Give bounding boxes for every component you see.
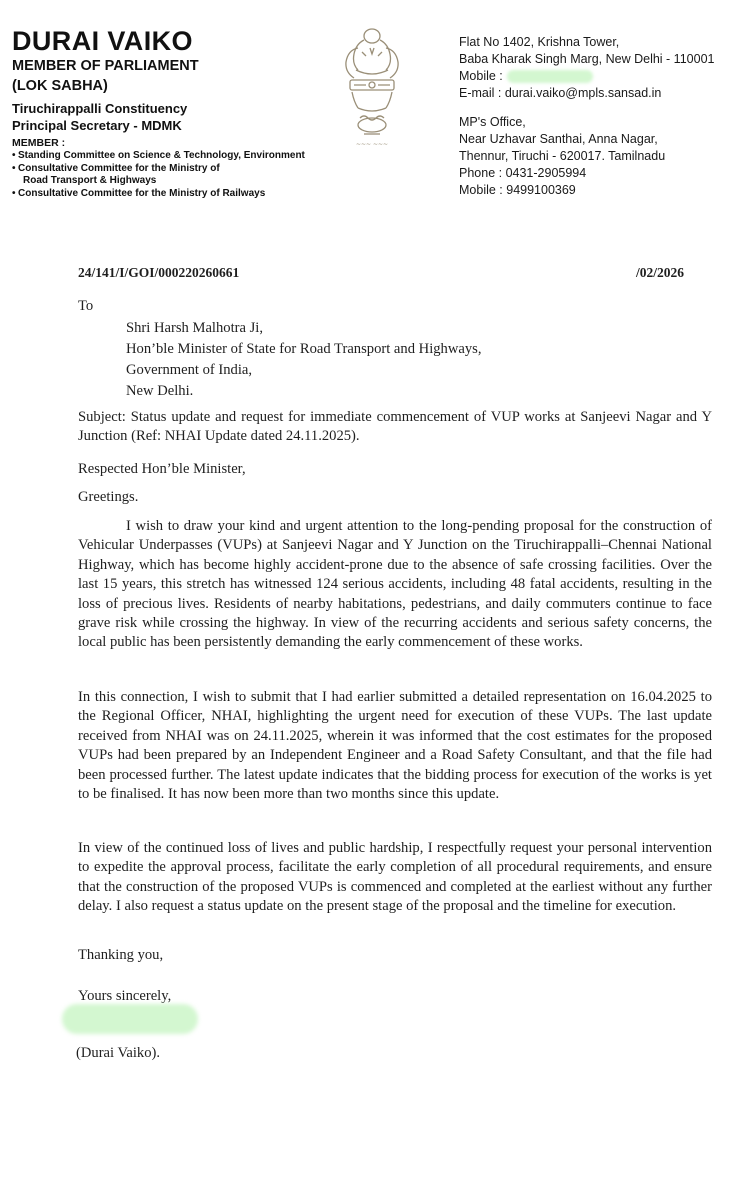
email: E-mail : durai.vaiko@mpls.sansad.in (459, 86, 662, 100)
delhi-address-line2: Baba Kharak Singh Marg, New Delhi - 110001 (459, 52, 715, 66)
mp-office-line2: Thennur, Tiruchi - 620017. Tamilnadu (459, 149, 666, 163)
member-label: MEMBER : (12, 137, 66, 149)
body-paragraph: In this connection, I wish to submit that I had earlier submitted a detailed representation on 16.04.2025 to the Regional Officer, NHAI, highlighting the urgent need for execution of these VUPs. The last update received from NHAI was on 24.11.2025, wherein it was informed that the cost estimates for the proposed VUPs had been prepared by an Independent Engineer and a Road Safety Consultant, and that the file had been processed further. The latest update indicates that the bidding process for execution of the works is yet to be finalised. It has now been more than two months since this update. (78, 689, 712, 803)
recipient-line: New Delhi. (126, 383, 194, 399)
body-paragraph: In view of the continued loss of lives and public hardship, I respectfully request your personal intervention to expedite the approval process, facilitate the early completion of all procedural requirements, and ensure that the construction of the proposed VUPs is commenced and completed at the earliest without any further delay. I also request a status update on the present stage of the proposal and the timeline for execution. (78, 840, 712, 915)
closing-line: Yours sincerely, (78, 988, 172, 1004)
membership-item: • Consultative Committee for the Ministry of (12, 163, 332, 176)
mp-house: (LOK SABHA) (12, 78, 108, 94)
membership-item: • Consultative Committee for the Ministry of Railways (12, 188, 332, 201)
recipient-line: Government of India, (126, 362, 253, 378)
national-emblem-icon (334, 22, 410, 150)
mp-office-heading: MP's Office, (459, 115, 526, 129)
letter-date: /02/2026 (636, 265, 685, 280)
membership-item-continued: Road Transport & Highways (23, 175, 157, 186)
redacted-mobile (507, 70, 593, 83)
letterhead-left (12, 26, 332, 200)
body-paragraph: I wish to draw your kind and urgent attention to the long-pending proposal for the construction of Vehicular Underpasses (VUPs) at Sanjeevi Nagar and Y Junction on the Tiruchirappalli–Chennai National Highway, which has become highly accident-prone due to the absence of safe crossing facilities. Over the last 15 years, this stretch has witnessed 124 serious accidents, including 48 fatal accidents, resulting in the loss of precious lives. Residents of nearby habitations, pedestrians, and daily commuters continue to face grave risk while crossing the highway. In view of the recurring accidents and serious safety concerns, the local public has been persistently demanding the early commencement of these works. (78, 518, 712, 651)
delhi-address-line1: Flat No 1402, Krishna Tower, (459, 35, 620, 49)
constituency: Tiruchirappalli Constituency (12, 101, 188, 116)
delhi-mobile (459, 68, 749, 85)
mobile-label: Mobile : (459, 69, 503, 83)
recipient-line: Hon’ble Minister of State for Road Transport and Highways, (126, 341, 482, 357)
mp-title: MEMBER OF PARLIAMENT (12, 58, 199, 74)
party-position: Principal Secretary - MDMK (12, 118, 182, 133)
to-label: To (78, 298, 94, 314)
redacted-signature (62, 1004, 198, 1034)
recipient-line: Shri Harsh Malhotra Ji, (126, 320, 264, 336)
signatory-name: (Durai Vaiko). (76, 1045, 161, 1061)
mp-name: DURAI VAIKO (12, 26, 193, 56)
mp-office-mobile: Mobile : 9499100369 (459, 183, 576, 197)
recipient-address (126, 318, 481, 402)
membership-item: • Standing Committee on Science & Technology, Environment (12, 150, 332, 163)
thanks-line: Thanking you, (78, 947, 164, 963)
mp-office-phone: Phone : 0431-2905994 (459, 166, 587, 180)
letterhead-right (459, 34, 749, 199)
subject: Subject: Status update and request for immediate commencement of VUP works at Sanjeevi Nagar and Y Junction (Ref: NHAI Update dated 24.11.2025). (78, 409, 712, 445)
svg-text:~~~ ~~~: ~~~ ~~~ (355, 141, 389, 148)
mp-office-line1: Near Uzhavar Santhai, Anna Nagar, (459, 132, 658, 146)
greeting: Greetings. (78, 489, 139, 505)
salutation: Respected Hon’ble Minister, (78, 461, 246, 477)
reference-number: 24/141/I/GOI/000220260661 (78, 265, 240, 280)
